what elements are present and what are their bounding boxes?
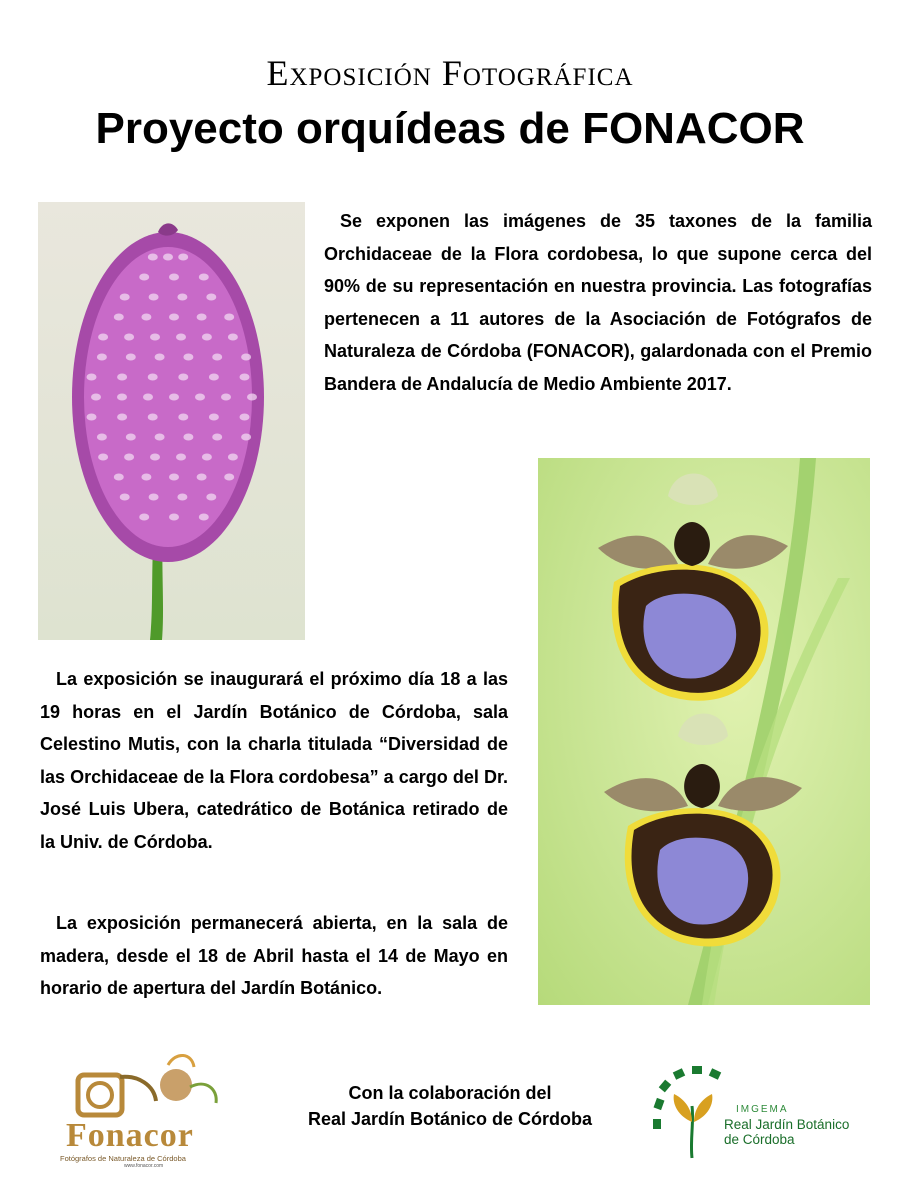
exhibition-kicker: Exposición Fotográfica <box>266 53 634 93</box>
dates-paragraph: La exposición permanecerá abierta, en la sala de madera, desde el 18 de Abril hasta el 14 de Mayo en horario de apertura del Jardín Botánico. <box>40 913 508 998</box>
opening-paragraph: La exposición se inaugurará el próximo día 18 a las 19 horas en el Jardín Botánico de Córdoba, sala Celestino Mutis, con la charla titulada “Diversidad de las Orchidaceae de la Flora cordobesa” a cargo del Dr. José Luis Ubera, catedrático de Botánica retirado de la Univ. de Córdoba. <box>40 669 508 852</box>
fonacor-logo <box>58 1045 238 1170</box>
imgema-logo <box>648 1060 858 1165</box>
fonacor-tagline: Fotógrafos de Naturaleza de Córdoba <box>60 1154 186 1163</box>
collaboration-line-2: Real Jardín Botánico de Córdoba <box>307 1109 593 1129</box>
collaboration-credit <box>280 1080 620 1132</box>
imgema-acronym: IMGEMA <box>736 1104 789 1115</box>
ophrys-orchid-photo <box>538 458 870 1005</box>
fonacor-url: www.fonacor.com <box>124 1163 164 1169</box>
collaboration-line-1: Con la colaboración del <box>348 1083 552 1103</box>
pyramidal-orchid-photo <box>38 202 305 640</box>
exhibition-title: Proyecto orquídeas de FONACOR <box>95 104 805 153</box>
imgema-name: Real Jardín Botánico de Córdoba <box>724 1117 850 1147</box>
intro-paragraph: Se exponen las imágenes de 35 taxones de la familia Orchidaceae de la Flora cordobesa, lo que supone cerca del 90% de su representación en nuestra provincia. Las fotografías pertenecen a 11 autores de la Asociación de Fotógrafos de Naturaleza de Córdoba (FONACOR), galardonada con el Premio Bandera de Andalucía de Medio Ambiente 2017. <box>324 211 872 394</box>
fonacor-wordmark: Fonacor <box>66 1117 194 1154</box>
